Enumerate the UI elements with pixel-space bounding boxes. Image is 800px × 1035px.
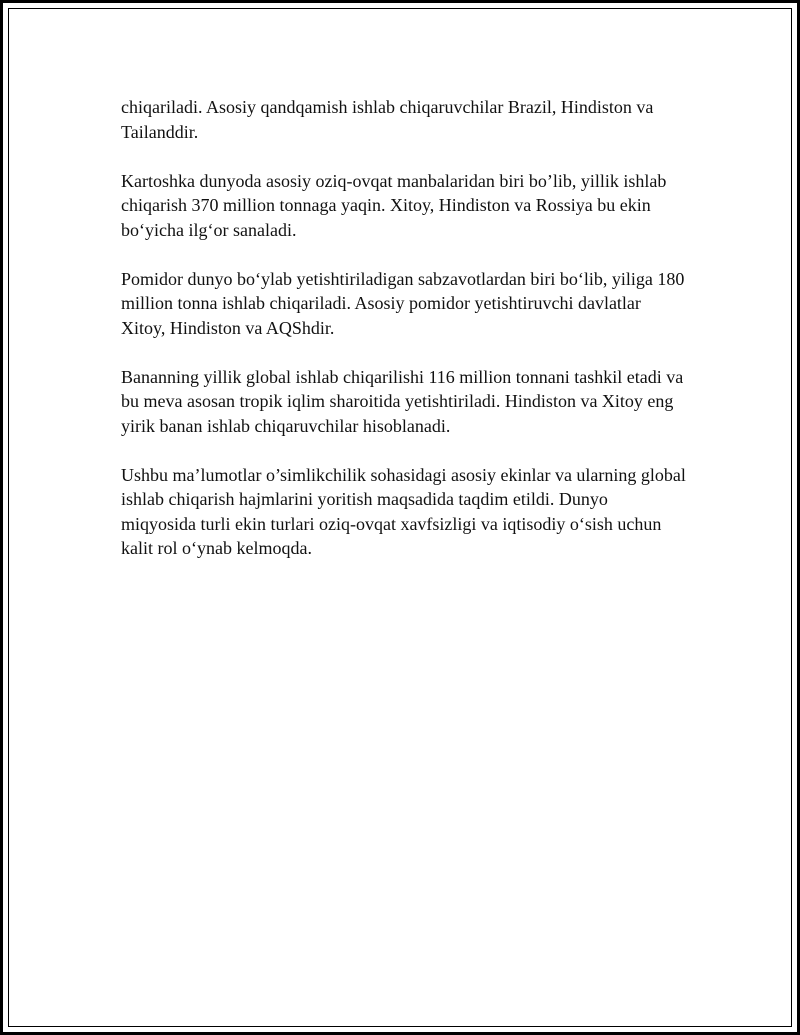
- document-body: [121, 95, 686, 585]
- paragraph-tomato: Pomidor dunyo bo‘ylab yetishtiriladigan sabzavotlardan biri bo‘lib, yiliga 180 million tonna ishlab chiqariladi. Asosiy pomidor yetishtiruvchi davlatlar Xitoy, Hindiston va AQShdir.: [121, 268, 685, 338]
- paragraph-banana: Bananning yillik global ishlab chiqarilishi 116 million tonnani tashkil etadi va bu meva asosan tropik iqlim sharoitida yetishtiriladi. Hindiston va Xitoy eng yirik banan ishlab chiqaruvchilar hisoblanadi.: [121, 366, 684, 436]
- paragraph-conclusion: Ushbu ma’lumotlar o’simlikchilik sohasidagi asosiy ekinlar va ularning global ishlab chiqarish hajmlarini yoritish maqsadida taqdim etildi. Dunyo miqyosida turli ekin turlari oziq-ovqat xavfsizligi va iqtisodiy o‘sish uchun kalit rol o‘ynab kelmoqda.: [121, 464, 686, 558]
- paragraph-sugarcane: chiqariladi. Asosiy qandqamish ishlab chiqaruvchilar Brazil, Hindiston va Tailanddir.: [121, 97, 654, 142]
- paragraph-potato: Kartoshka dunyoda asosiy oziq-ovqat manbalaridan biri bo’lib, yillik ishlab chiqarish 370 million tonnaga yaqin. Xitoy, Hindiston va Rossiya bu ekin bo‘yicha ilg‘or sanaladi.: [121, 170, 667, 240]
